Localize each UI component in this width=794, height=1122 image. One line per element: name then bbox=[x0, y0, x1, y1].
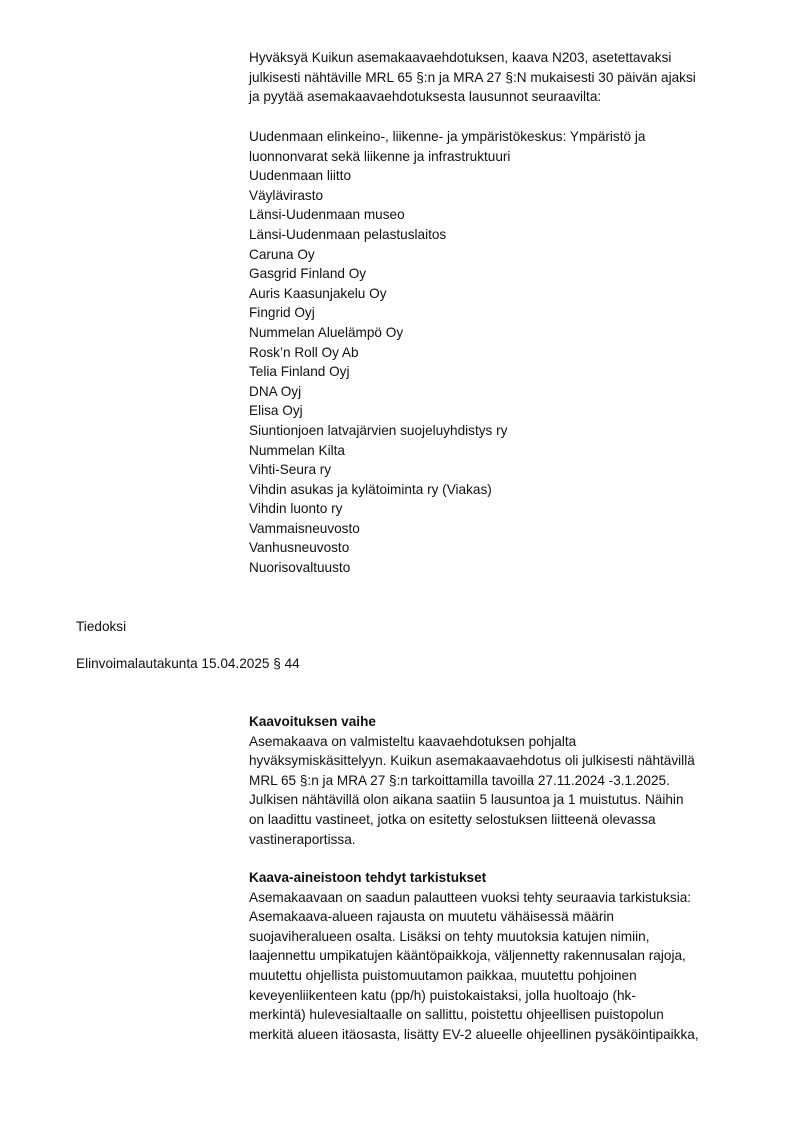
paragraph-line: Asemakaava-alueen rajausta on muutetu vähäisessä määrin bbox=[249, 909, 614, 925]
recipient-item: Länsi-Uudenmaan pelastuslaitos bbox=[249, 226, 447, 242]
paragraph-line: Asemakaava on valmisteltu kaavaehdotuksen pohjalta bbox=[249, 733, 577, 749]
paragraph-line: Asemakaavaan on saadun palautteen vuoksi tehty seuraavia tarkistuksia: bbox=[249, 889, 692, 905]
recipient-item: Nuorisovaltuusto bbox=[249, 560, 351, 576]
paragraph-line: laajennettu umpikatujen kääntöpaikkoja, väljennetty rakennusalan rajoja, bbox=[249, 948, 686, 964]
plan-revisions-section bbox=[249, 868, 699, 1044]
recipient-item: Vihdin asukas ja kylätoiminta ry (Viakas) bbox=[249, 481, 492, 497]
meeting-reference: Elinvoimalautakunta 15.04.2025 § 44 bbox=[76, 656, 300, 671]
recipient-item: Caruna Oy bbox=[249, 246, 315, 262]
recipient-item: Nummelan Kilta bbox=[249, 442, 345, 458]
recipient-item: Elisa Oyj bbox=[249, 403, 303, 419]
paragraph-line: suojaviheralueen osalta. Lisäksi on tehty muutoksia katujen nimiin, bbox=[249, 928, 650, 944]
recipient-item: Uudenmaan elinkeino-, liikenne- ja ympäristökeskus: Ympäristö ja bbox=[249, 129, 646, 144]
section-heading: Kaavoituksen vaihe bbox=[249, 714, 376, 729]
recipient-item: DNA Oyj bbox=[249, 383, 302, 399]
paragraph-line: vastineraportissa. bbox=[249, 831, 356, 847]
recipient-item: Vihti-Seura ry bbox=[249, 462, 332, 478]
paragraph-line: MRL 65 §:n ja MRA 27 §:n tarkoittamilla tavoilla 27.11.2024 -3.1.2025. bbox=[249, 772, 670, 788]
paragraph-line: merkitä alueen itäosasta, lisätty EV-2 alueelle ohjeellinen pysäköintipaikka, bbox=[249, 1026, 699, 1042]
recipient-item: luonnonvarat sekä liikenne ja infrastruktuuri bbox=[249, 148, 511, 164]
recipient-item: Gasgrid Finland Oy bbox=[249, 266, 367, 282]
decision-proposal-text bbox=[249, 48, 696, 107]
recipient-item: Auris Kaasunjakelu Oy bbox=[249, 285, 387, 301]
recipient-item: Rosk’n Roll Oy Ab bbox=[249, 344, 359, 360]
paragraph-line: Julkisen nähtävillä olon aikana saatiin 5 lausuntoa ja 1 muistutus. Näihin bbox=[249, 792, 684, 808]
recipient-item: Vammaisneuvosto bbox=[249, 520, 360, 536]
planning-phase-section bbox=[249, 712, 695, 849]
recipient-item: Vihdin luonto ry bbox=[249, 501, 343, 517]
paragraph-line: muutettu ohjellista puistomuutamon paikkaa, muutettu pohjoinen bbox=[249, 967, 637, 983]
recipient-item: Fingrid Oyj bbox=[249, 305, 315, 321]
intro-line: Hyväksyä Kuikun asemakaavaehdotuksen, kaava N203, asetettavaksi bbox=[249, 50, 672, 65]
for-information-label: Tiedoksi bbox=[76, 619, 127, 634]
paragraph-line: hyväksymiskäsittelyyn. Kuikun asemakaavaehdotus oli julkisesti nähtävillä bbox=[249, 753, 695, 769]
statement-recipients-list bbox=[249, 127, 645, 578]
recipient-item: Vanhusneuvosto bbox=[249, 540, 350, 556]
paragraph-line: on laadittu vastineet, jotka on esitetty selostuksen liitteenä olevassa bbox=[249, 811, 656, 827]
paragraph-line: keveyenliikenteen katu (pp/h) puistokaistaksi, jolla huoltoajo (hk- bbox=[249, 987, 636, 1003]
intro-line: ja pyytää asemakaavaehdotuksesta lausunnot seuraavilta: bbox=[249, 89, 602, 105]
recipient-item: Siuntionjoen latvajärvien suojeluyhdistys ry bbox=[249, 422, 508, 438]
intro-line: julkisesti nähtäville MRL 65 §:n ja MRA 27 §:N mukaisesti 30 päivän ajaksi bbox=[249, 69, 696, 85]
recipient-item: Väylävirasto bbox=[249, 187, 324, 203]
recipient-item: Länsi-Uudenmaan museo bbox=[249, 207, 405, 223]
recipient-item: Uudenmaan liitto bbox=[249, 168, 352, 184]
paragraph-line: merkintä) hulevesialtaalle on sallittu, poistettu ohjeellisen puistopolun bbox=[249, 1007, 664, 1023]
recipient-item: Telia Finland Oyj bbox=[249, 364, 350, 380]
recipient-item: Nummelan Aluelämpö Oy bbox=[249, 324, 404, 340]
section-heading: Kaava-aineistoon tehdyt tarkistukset bbox=[249, 870, 487, 885]
